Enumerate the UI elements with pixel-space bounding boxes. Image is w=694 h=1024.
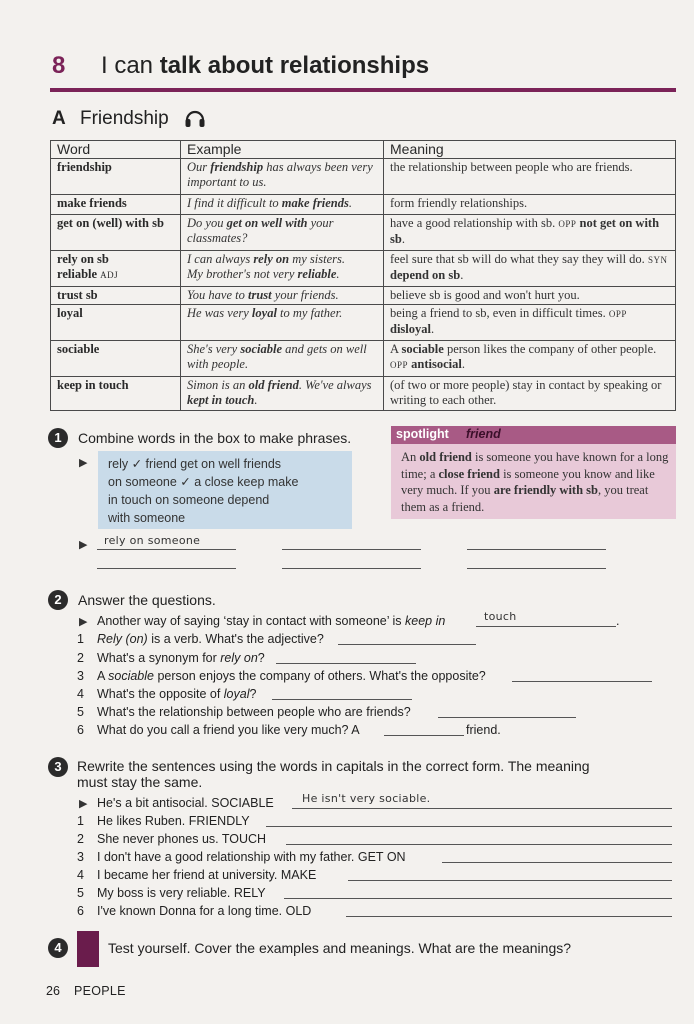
item-number: 4	[77, 868, 84, 882]
cell-example: I can always rely on my sisters. My brother's not very reliable.	[181, 251, 384, 287]
spotlight-word: friend	[466, 427, 501, 441]
answer-line[interactable]	[512, 681, 652, 682]
example-arrow-icon: ▶	[79, 616, 88, 628]
question-text: What's the relationship between people who are friends?	[97, 705, 411, 719]
spotlight-text: An old friend is someone you have known for a long time; a close friend is someone you know and like very much. If you are friendly with sb, you treat them as a friend.	[401, 450, 669, 514]
page-number: 26	[46, 984, 60, 998]
cell-meaning: the relationship between people who are friends.	[384, 159, 676, 195]
item-text: I became her friend at university. MAKE	[97, 868, 317, 882]
answer-line[interactable]	[467, 549, 606, 550]
cell-meaning: being a friend to sb, even in difficult times. OPP disloyal.	[384, 305, 676, 341]
example-answer: touch	[484, 610, 517, 623]
item-text: I don't have a good relationship with my father. GET ON	[97, 850, 406, 864]
item-number: 2	[77, 832, 84, 846]
answer-line[interactable]	[384, 735, 464, 736]
section-letter: A	[52, 108, 66, 129]
answer-line[interactable]	[97, 549, 236, 550]
item-number: 3	[77, 850, 84, 864]
notebook-icon	[77, 931, 99, 967]
cell-example: Our friendship has always been very important to us.	[181, 159, 384, 195]
exercise-2-number: 2	[48, 590, 68, 610]
table-row	[51, 287, 676, 305]
cell-meaning: A sociable person likes the company of other people. OPP antisocial.	[384, 341, 676, 377]
cell-example: I find it difficult to make friends.	[181, 195, 384, 215]
title-rule	[50, 88, 676, 92]
word-box-line: rely ✓ friend get on well friends	[108, 457, 282, 471]
table-row	[51, 251, 676, 287]
item-text: My boss is very reliable. RELY	[97, 886, 266, 900]
word-box-line: with someone	[108, 511, 186, 525]
answer-line[interactable]	[282, 549, 421, 550]
answer-line[interactable]	[284, 898, 672, 899]
cell-word: sociable	[51, 341, 181, 377]
word-box-line: in touch on someone depend	[108, 493, 270, 507]
cell-meaning: (of two or more people) stay in contact by speaking or writing to each other.	[384, 377, 676, 411]
answer-line[interactable]	[338, 644, 476, 645]
exercise-3-number: 3	[48, 757, 68, 777]
table-row	[51, 305, 676, 341]
question-number: 1	[77, 632, 84, 646]
answer-line[interactable]	[276, 663, 416, 664]
cell-word: loyal	[51, 305, 181, 341]
answer-line[interactable]	[266, 826, 672, 827]
question-text: A sociable person enjoys the company of others. What's the opposite?	[97, 669, 486, 683]
word-box-line: on someone ✓ a close keep make	[108, 475, 299, 489]
exercise-1-instruction: Combine words in the box to make phrases.	[78, 430, 352, 446]
answer-line[interactable]	[97, 568, 236, 569]
cell-word: rely on sb reliable ADJ	[51, 251, 181, 287]
example-answer: rely on someone	[104, 534, 201, 547]
answer-line[interactable]	[442, 862, 672, 863]
question-number: 6	[77, 723, 84, 737]
column-header-meaning: Meaning	[384, 141, 676, 159]
question-text: What's a synonym for rely on?	[97, 651, 265, 665]
page-title: I can talk about relationships	[101, 52, 430, 79]
exercise-4-instruction: Test yourself. Cover the examples and meanings. What are the meanings?	[108, 940, 572, 956]
vocabulary-table	[50, 140, 676, 411]
item-number: 1	[77, 814, 84, 828]
exercise-2-example: Another way of saying ‘stay in contact with someone’ is keep in	[97, 614, 446, 628]
question-number: 5	[77, 705, 84, 719]
answer-line[interactable]	[348, 880, 672, 881]
cell-meaning: form friendly relationships.	[384, 195, 676, 215]
item-number: 6	[77, 904, 84, 918]
question-text: What do you call a friend you like very much? A	[97, 723, 360, 737]
question-number: 2	[77, 651, 84, 665]
example-arrow-icon: ▶	[79, 539, 88, 551]
cell-example: He was very loyal to my father.	[181, 305, 384, 341]
cell-example: She's very sociable and gets on well with people.	[181, 341, 384, 377]
table-header-row	[51, 141, 676, 159]
cell-word: get on (well) with sb	[51, 215, 181, 251]
table-row	[51, 341, 676, 377]
table-row	[51, 377, 676, 411]
question-number: 4	[77, 687, 84, 701]
word-box	[98, 451, 352, 529]
item-number: 5	[77, 886, 84, 900]
cell-meaning: believe sb is good and won't hurt you.	[384, 287, 676, 305]
example-answer: He isn't very sociable.	[302, 792, 431, 805]
item-text: I've known Donna for a long time. OLD	[97, 904, 312, 918]
question-number: 3	[77, 669, 84, 683]
answer-line[interactable]	[292, 808, 672, 809]
cell-word: friendship	[51, 159, 181, 195]
answer-line[interactable]	[438, 717, 576, 718]
cell-example: Do you get on well with your classmates?	[181, 215, 384, 251]
cell-example: You have to trust your friends.	[181, 287, 384, 305]
exercise-4-number: 4	[48, 938, 68, 958]
cell-meaning: feel sure that sb will do what they say they will do. SYN depend on sb.	[384, 251, 676, 287]
full-stop: .	[616, 614, 620, 628]
cell-example: Simon is an old friend. We've always kept in touch.	[181, 377, 384, 411]
section-title: Friendship	[80, 108, 169, 129]
question-text: Rely (on) is a verb. What's the adjective?	[97, 632, 324, 646]
table-row	[51, 195, 676, 215]
headphones-icon[interactable]	[183, 106, 207, 130]
unit-number: 8	[52, 52, 66, 79]
table-row	[51, 215, 676, 251]
answer-line[interactable]	[272, 699, 412, 700]
example-arrow-icon: ▶	[79, 798, 88, 810]
table-row	[51, 159, 676, 195]
answer-line[interactable]	[282, 568, 421, 569]
cell-word: make friends	[51, 195, 181, 215]
exercise-1-number: 1	[48, 428, 68, 448]
cell-meaning: have a good relationship with sb. OPP not get on with sb.	[384, 215, 676, 251]
answer-line[interactable]	[286, 844, 672, 845]
answer-line[interactable]	[346, 916, 672, 917]
exercise-3-instruction: Rewrite the sentences using the words in capitals in the correct form. The meaning must stay the same.	[77, 758, 590, 790]
cell-word: trust sb	[51, 287, 181, 305]
column-header-example: Example	[181, 141, 384, 159]
example-arrow-icon: ▶	[79, 457, 88, 469]
question-text-after: friend.	[466, 723, 501, 737]
cell-word: keep in touch	[51, 377, 181, 411]
answer-line[interactable]	[476, 626, 616, 627]
exercise-3-example: He's a bit antisocial. SOCIABLE	[97, 796, 274, 810]
item-text: She never phones us. TOUCH	[97, 832, 267, 846]
spotlight-label: spotlight	[396, 427, 449, 441]
column-header-word: Word	[51, 141, 181, 159]
footer-section: PEOPLE	[74, 984, 126, 998]
item-text: He likes Ruben. FRIENDLY	[97, 814, 250, 828]
answer-line[interactable]	[467, 568, 606, 569]
exercise-2-instruction: Answer the questions.	[78, 592, 216, 608]
question-text: What's the opposite of loyal?	[97, 687, 257, 701]
